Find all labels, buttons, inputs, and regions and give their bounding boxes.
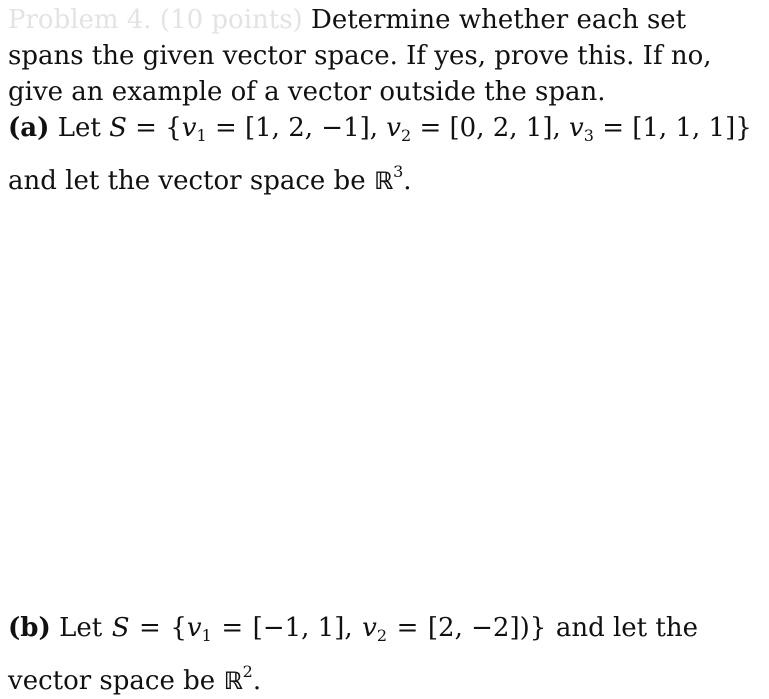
part-b-v1-equals: = [221,613,244,643]
part-a-v3-value: [1, 1, 1] [632,113,736,143]
part-a-real-symbol: ℝ [373,167,394,195]
part-a-v1-symbol: v [181,113,197,143]
problem-intro-line-1 [8,2,698,38]
problem-statement [8,2,752,199]
problem-intro-line-2 [8,38,712,74]
problem-intro-line-3 [8,74,698,110]
problem-header: Problem 4. (10 points) [8,5,303,35]
part-a-line-2 [8,154,698,199]
part-a-label: (a) [8,113,50,143]
part-a-line-1 [8,110,752,154]
part-b-close-brace: } [529,613,547,643]
part-b-v1-symbol: v [186,613,202,643]
part-b-v1-index: 1 [201,626,212,645]
part-b-set-name: S [111,613,130,643]
part-a-v1-value: [1, 2, −1], [245,113,379,143]
part-a-v2-equals: = [419,113,442,143]
part-b-power: 2 [242,662,253,681]
part-a-v3-equals: = [602,113,624,143]
part-a-v1-equals: = [214,113,237,143]
part-b-line-end: and let the [555,613,698,643]
part-b-line-2 [8,654,698,699]
problem-intro-text-1: Determine whether each set [310,5,687,35]
part-b-v2-symbol: v [362,613,377,643]
part-b-v1-group [170,610,211,654]
part-b-v2-group-end [428,610,546,654]
part-b-statement [8,610,698,699]
part-b-label: (b) [8,613,51,643]
part-a-close-brace: } [735,113,752,143]
part-b-line-1 [8,610,698,654]
problem-intro-text-3: give an example of a vector outside the span. [8,77,606,107]
part-b-space-text: vector space be [8,666,216,696]
part-b-open-brace: { [170,613,187,643]
part-a-v3-index: 3 [583,126,594,145]
part-b-equals: = [139,613,161,643]
part-a-v3-symbol: v [569,113,584,143]
part-b-v2-value: [2, −2]) [427,613,530,643]
part-a-space-text: and let the vector space be [8,166,366,196]
part-a-v1-index: 1 [196,126,207,145]
part-a-equals: = [135,113,157,143]
part-b-let: Let [59,613,103,643]
part-b-period: . [252,666,262,696]
part-a-v2-index: 2 [401,126,412,145]
part-b-real-symbol: ℝ [223,667,243,695]
part-b-v2-group [362,610,387,654]
part-b-v1-value: [−1, 1], [252,613,353,643]
part-a-set-name: S [109,113,127,143]
problem-intro-text-2: spans the given vector space. If yes, prove this. If no, [8,41,712,71]
part-b-v2-index: 2 [376,626,388,645]
part-a-v2-symbol: v [386,113,401,143]
part-a-open-brace: { [165,113,182,143]
part-b-label-group [8,610,102,654]
part-a-let: Let [57,113,101,143]
part-a-power: 3 [393,162,404,181]
part-a-period: . [403,166,412,196]
part-b-v2-equals: = [396,613,419,643]
part-a-v2-value: [0, 2, 1], [449,113,561,143]
